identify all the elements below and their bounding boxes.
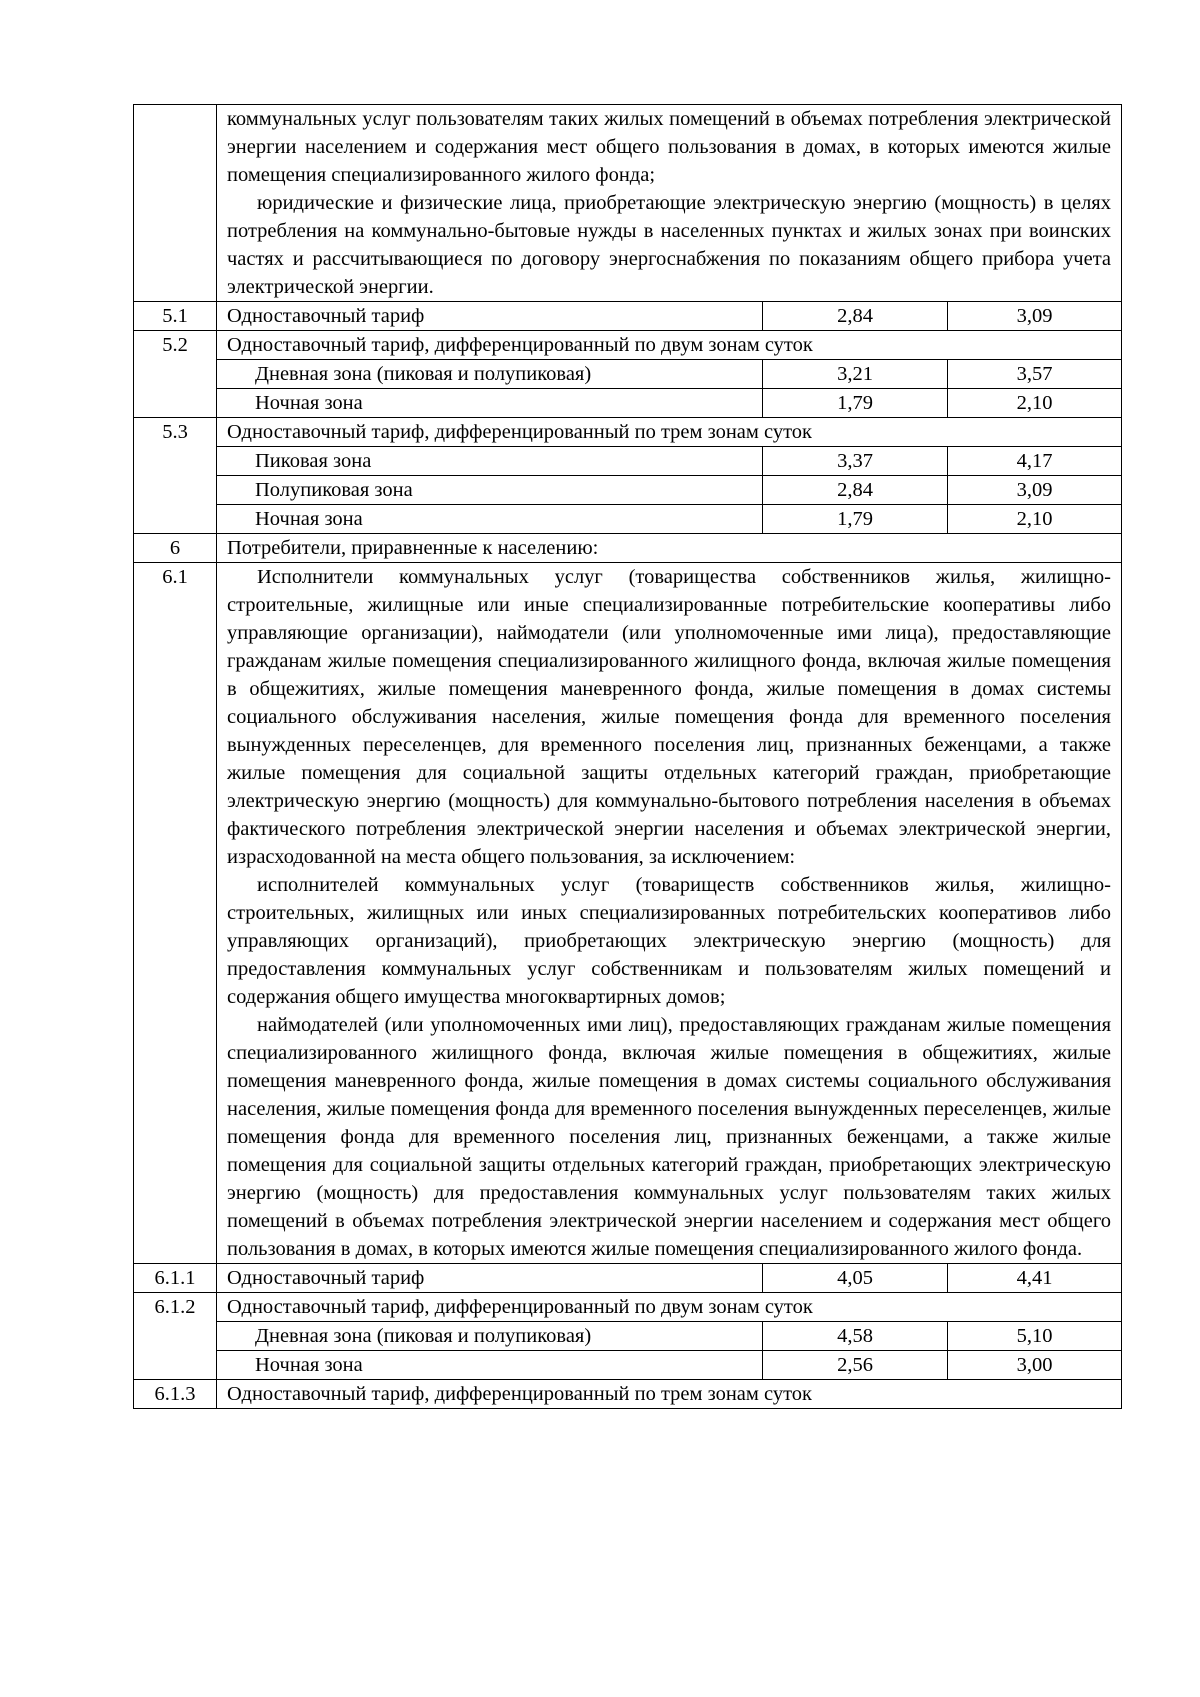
tariff-value-1: 1,79 [763,505,948,534]
table-row [134,389,1122,418]
tariff-value-2: 3,09 [948,476,1122,505]
tariff-value-1: 1,79 [763,389,948,418]
tariff-value-1: 3,37 [763,447,948,476]
tariff-value-2: 4,17 [948,447,1122,476]
row-number: 6.1.1 [134,1264,217,1293]
tariff-value-1: 2,84 [763,476,948,505]
row-label: Дневная зона (пиковая и полупиковая) [217,360,763,389]
tariff-value-1: 2,56 [763,1351,948,1380]
row-label: Одноставочный тариф [217,1264,763,1293]
row-label: Одноставочный тариф, дифференцированный по двум зонам суток [217,1293,1122,1322]
tariff-value-2: 3,09 [948,302,1122,331]
row-number [134,360,217,389]
table-row [134,505,1122,534]
row-number: 5.3 [134,418,217,447]
table-row [134,1380,1122,1409]
row-label: Ночная зона [217,505,763,534]
table-row [134,534,1122,563]
paragraph: наймодателей (или уполномоченных ими лиц), предоставляющих гражданам жилые помещения специализированного жилищного фонда, включая жилые помещения в общежитиях, жилые помещения маневренного фонда, жилые помещения в домах системы социального обслуживания населения, жилые помещения фонда для временного поселения вынужденных переселенцев, жилые помещения фонда для временного поселения лиц, признанных беженцами, а также жилые помещения для социальной защиты отдельных категорий граждан, приобретающих электрическую энергию (мощность) для предоставления коммунальных услуг пользователям таких жилых помещений в объемах потребления электрической энергии населением и содержания мест общего пользования в домах, в которых имеются жилые помещения специализированного жилого фонда. [227,1014,1111,1260]
paragraph: Исполнители коммунальных услуг (товарищества собственников жилья, жилищно-строительные, жилищные или иные специализированные потребительские кооперативы либо управляющие организации), наймодатели (или уполномоченные ими лица), предоставляющие гражданам жилые помещения специализированного жилищного фонда, включая жилые помещения в общежитиях, жилые помещения маневренного фонда, жилые помещения в домах системы социального обслуживания населения, жилые помещения фонда для временного поселения вынужденных переселенцев, для временного поселения лиц, признанных беженцами, а также жилые помещения для социальной защиты отдельных категорий граждан, приобретающие электрическую энергию (мощность) для коммунально-бытового потребления населения в объемах фактического потребления электрической энергии населения и объемах электрической энергии, израсходованной на места общего пользования, за исключением: [227,566,1111,868]
row-number [134,1322,217,1351]
table-row [134,1293,1122,1322]
row-number [134,505,217,534]
row-number: 6.1.2 [134,1293,217,1322]
table-row [134,563,1122,1264]
tariff-value-2: 3,00 [948,1351,1122,1380]
row-label: Одноставочный тариф [217,302,763,331]
tariff-table [133,104,1122,1409]
row-number [134,105,217,302]
paragraph: исполнителей коммунальных услуг (товариществ собственников жилья, жилищно-строительных, жилищных или иных специализированных потребительских кооперативов либо управляющих организаций), приобретающих электрическую энергию (мощность) для предоставления коммунальных услуг собственникам и пользователям жилых помещений и содержания общего имущества многоквартирных домов; [227,874,1111,1008]
row-number: 6 [134,534,217,563]
table-row [134,1264,1122,1293]
tariff-value-1: 4,58 [763,1322,948,1351]
row-label: Ночная зона [217,389,763,418]
row-label: Одноставочный тариф, дифференцированный по двум зонам суток [217,331,1122,360]
row-label: Пиковая зона [217,447,763,476]
row-number: 6.1 [134,563,217,1264]
tariff-value-1: 3,21 [763,360,948,389]
table-row [134,1322,1122,1351]
tariff-value-1: 4,05 [763,1264,948,1293]
row-label: Дневная зона (пиковая и полупиковая) [217,1322,763,1351]
row-number [134,476,217,505]
row-number [134,447,217,476]
table-row [134,331,1122,360]
row-number [134,1351,217,1380]
row-label: Одноставочный тариф, дифференцированный по трем зонам суток [217,1380,1122,1409]
table-row [134,360,1122,389]
tariff-value-2: 2,10 [948,505,1122,534]
row-label: Ночная зона [217,1351,763,1380]
row-number: 6.1.3 [134,1380,217,1409]
paragraph: юридические и физические лица, приобретающие электрическую энергию (мощность) в целях потребления на коммунально-бытовые нужды в населенных пунктах и жилых зонах при воинских частях и рассчитывающиеся по договору энергоснабжения по показаниям общего прибора учета электрической энергии. [227,192,1111,298]
row-label: Потребители, приравненные к населению: [217,534,1122,563]
table-row [134,447,1122,476]
row-number [134,389,217,418]
tariff-value-2: 2,10 [948,389,1122,418]
row-number: 5.1 [134,302,217,331]
table-row [134,418,1122,447]
tariff-value-2: 4,41 [948,1264,1122,1293]
table-row [134,302,1122,331]
tariff-value-1: 2,84 [763,302,948,331]
row-label: Полупиковая зона [217,476,763,505]
row-description [217,563,1122,1264]
row-number: 5.2 [134,331,217,360]
row-description [217,105,1122,302]
tariff-value-2: 5,10 [948,1322,1122,1351]
tariff-value-2: 3,57 [948,360,1122,389]
table-row [134,1351,1122,1380]
table-row [134,476,1122,505]
paragraph: коммунальных услуг пользователям таких жилых помещений в объемах потребления электрической энергии населением и содержания мест общего пользования в домах, в которых имеются жилые помещения специализированного жилого фонда; [227,108,1111,186]
row-label: Одноставочный тариф, дифференцированный по трем зонам суток [217,418,1122,447]
table-row [134,105,1122,302]
